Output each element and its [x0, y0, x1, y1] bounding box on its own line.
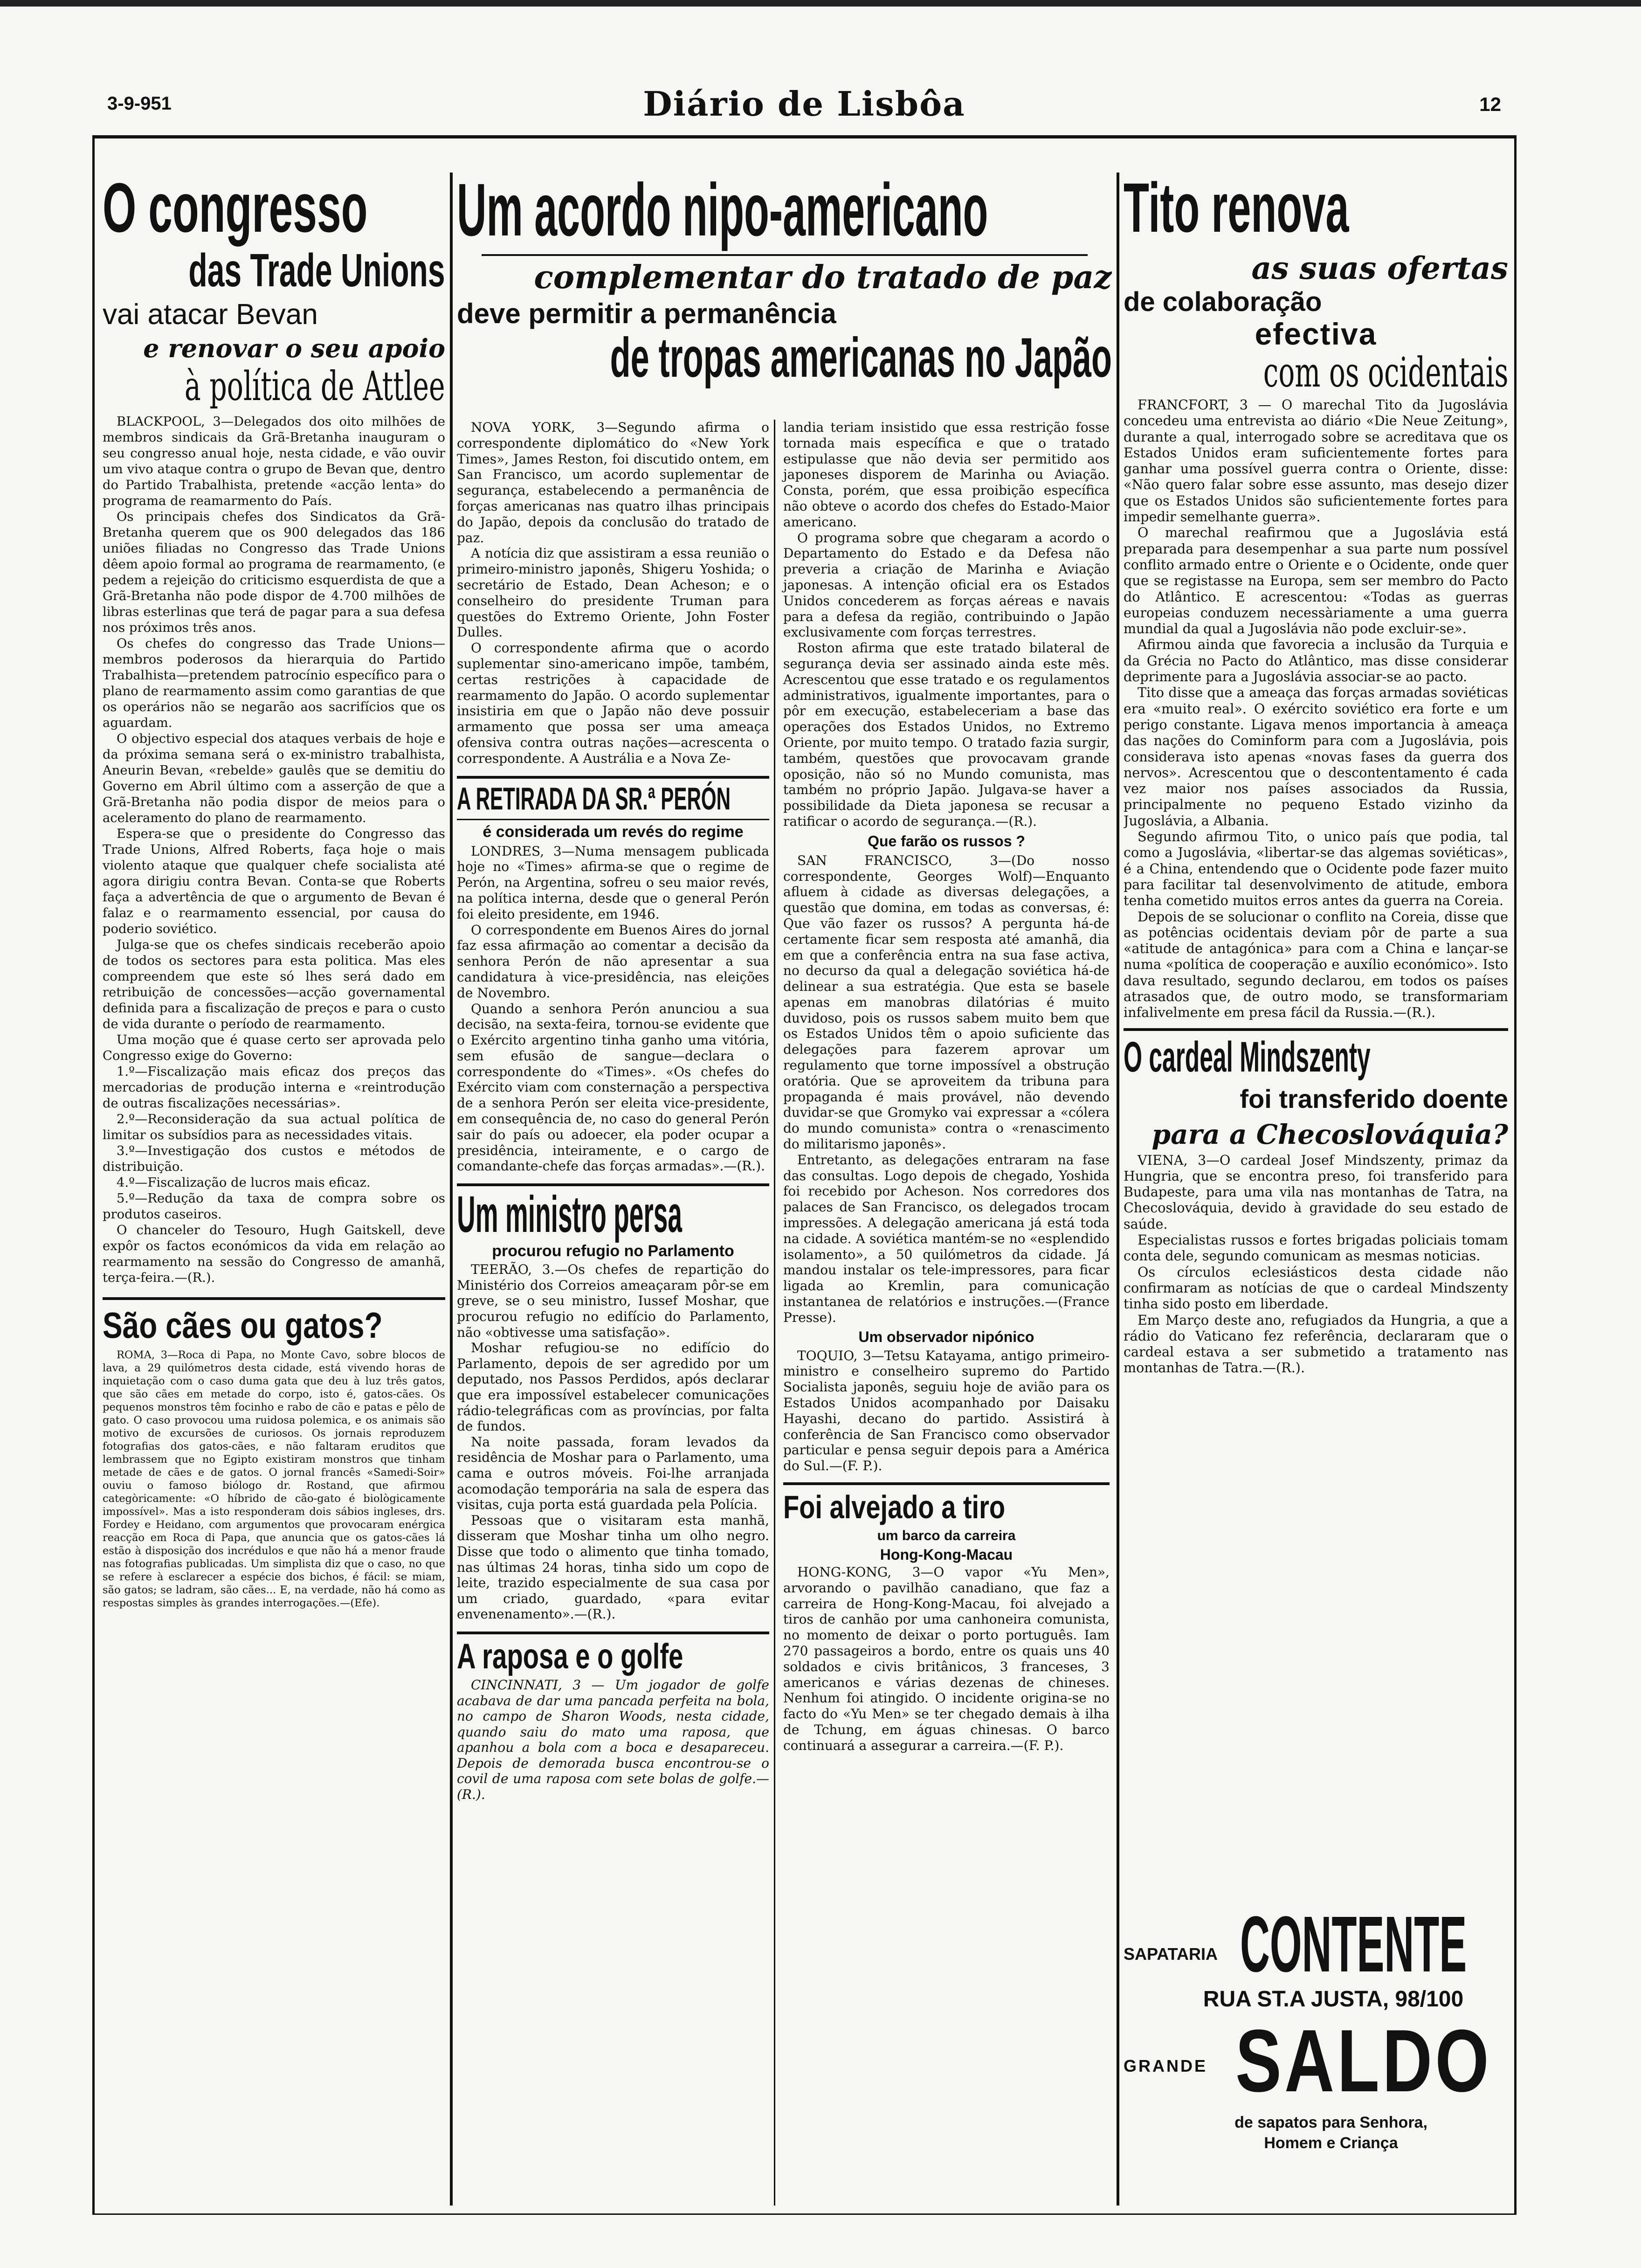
paragraph: Quando a senhora Perón anunciou a sua decisão, na sexta-feira, tornou-se evidente que o Exército argentino tinha ganho uma vitória, sem efusão de sangue—declara o correspondente do «Times». «Os chefes do Exército viam com consternação a perspectiva de a senhora Perón ser eleita vice-presidente, em consequência de, no caso do general Perón sair do país ou adoecer, ela poder ocupar a presidência, inteiramente, e o cargo de comandante-chefe das forças armadas».—(R.).: [457, 1001, 769, 1174]
deck-renovar-apoio: e renovar o seu apoio: [143, 333, 445, 363]
ad-saldo: SALDO: [1235, 2019, 1492, 2103]
paragraph: 1.º—Fiscalização mais eficaz dos preços das mercadorias de produção interna e «reintrodução de outras fiscalizações necessárias».: [103, 1065, 445, 1111]
headline-ministro-persa: Um ministro persa: [457, 1186, 682, 1244]
deck-peron: é considerada um revés do regime: [483, 823, 744, 841]
subcolumn-left: [457, 420, 769, 1803]
paragraph: O chanceler do Tesouro, Hugh Gaitskell, deve expôr os factos económicos da vida em relação ao rearmamento na sessão do Congresso de amanhã, terça-feira.—(R.).: [103, 1223, 445, 1285]
tiro-header: [783, 1482, 1110, 1527]
paragraph: Julga-se que os chefes sindicais receberão apoio de todos os sectores para esta politica. Mas eles compreendem que este só lhes será dado em retribuição de concessões—acção governamental definida para a fiscalização de preços e para o custo de vida durante o período de rearmamento.: [103, 938, 445, 1031]
ad-contente: CONTENTE: [1240, 1907, 1467, 1982]
headline-acordo-nipo-americano: Um acordo nipo-americano: [457, 173, 988, 251]
deck-complementar: complementar do tratado de paz: [534, 259, 1112, 296]
deck-politica-attlee: à política de Attlee: [185, 363, 445, 410]
page-number: 12: [1479, 93, 1501, 115]
article-tiro-body: [783, 1564, 1110, 1754]
paragraph: 5.º—Redução da taxa de compra sobre os produtos caseiros.: [103, 1191, 445, 1222]
article-golfe-body: [457, 1677, 769, 1803]
paragraph: 2.º—Reconsideração da sua actual política de limitar os subsídios para as necessidades vitais.: [103, 1112, 445, 1142]
headline-peron: A RETIRADA DA SR.ª PERÓN: [457, 781, 731, 816]
deck-hong-kong-macau: Hong-Kong-Macau: [880, 1546, 1013, 1563]
paragraph: 3.º—Investigação dos custos e métodos de distribuição.: [103, 1144, 445, 1174]
column-acordo: [457, 173, 1112, 2210]
ad-line-homem-crianca: Homem e Criança: [1264, 2134, 1398, 2152]
paragraph: SAN FRANCISCO, 3—(Do nosso correspondente, Georges Wolf)—Enquanto afluem à cidade as diversas delegações, a questão que domina, em todas as conversas, é: Que vão fazer os russos? A pergunta há-de certamente ficar sem resposta até amanhã, dia em que a conferência entra na sua fase activa, no decurso da qual a delegação soviética há-de delinear a sua estratégia. Que esta se basele apenas em manobras dilatórias é muito duvidoso, pois os russos sabem muito bem que os Estados Unidos têm o apoio suficiente das delegações para fazerem aprovar um regulamento que torne impossível a obstrução oratória. Que se aproveitem da tribuna para propaganda é mais provável, não devendo duvidar-se que Gromyko vai expressar a «cólera do mundo comunista» contra o «renascimento do militarismo japonês».: [783, 852, 1110, 1152]
ad-grande: GRANDE: [1124, 2056, 1208, 2075]
paragraph: CINCINNATI, 3 — Um jogador de golfe acabava de dar uma pancada perfeita na bola, no campo de Sharon Woods, nesta cidade, quando saiu do mato uma raposa, que apanhou a bola com a boca e desapareceu. Depois de demorada busca encontrou-se o covil de uma raposa com sete bolas de golfe.—(R.).: [457, 1677, 769, 1803]
article-peron-body: [457, 844, 769, 1175]
newspaper-title: Diário de Lisbôa: [643, 84, 965, 124]
paragraph: Afirmou ainda que favorecia a inclusão da Turquia e da Grécia no Pacto do Atlântico, mas disse considerar deprimente para a Jugoslávia associar-se ao pacto.: [1124, 636, 1508, 685]
column-divider: [450, 173, 453, 2206]
paragraph: O programa sobre que chegaram a acordo o Departamento do Estado e da Defesa não preveria a criação de Marinha e Aviação japonesas. A intenção oficial era os Estados Unidos concederem as forças aéreas e navais para a defesa da região, contribuindo o Japão exclusivamente com forças terrestres.: [783, 530, 1110, 640]
paragraph: Os chefes do congresso das Trade Unions—membros poderosos da hierarquia do Partido Trabalhista—pretendem patrocínio específico para o plano de rearmamento assim como garantias de que os operários não se negarão aos sacrifícios que os aguardam.: [103, 636, 445, 730]
paragraph: TEERÃO, 3.—Os chefes de repartição do Ministério dos Correios ameaçaram pôr-se em greve, se o seu ministro, Iussef Moshar, que procurou refugio no edifício do Parlamento, não «obtivesse uma satisfação».: [457, 1262, 769, 1340]
subcolumn-right: [783, 420, 1110, 1754]
paragraph: O correspondente em Buenos Aires do jornal faz essa afirmação ao comentar a decisão da senhora Perón de não apresentar a sua candidatura à vice-presidência, nas eleições de Novembro.: [457, 922, 769, 1001]
headline-tropas-japao: de tropas americanas no Japão: [610, 326, 1112, 389]
subhead-russos: Que farão os russos ?: [868, 832, 1025, 850]
issue-date: 3-9-951: [107, 93, 172, 114]
article-niponico-body: [783, 1348, 1110, 1474]
deck-suas-ofertas: as suas ofertas: [1251, 250, 1508, 286]
deck-transferido-doente: foi transferido doente: [1240, 1084, 1508, 1113]
cardeal-header: [1124, 1028, 1508, 1081]
headline-cardeal-mindszenty: O cardeal Mindszenty: [1124, 1033, 1371, 1081]
paragraph: Pessoas que o visitaram esta manhã, disseram que Moshar tinha um olho negro. Disse que todo o alimento que tinha tomado, nas últimas 24 horas, tinha sido um copo de leite, trazido especialmente de sua casa por um criado, guardado, «para evitar envenenamento».—(R.).: [457, 1512, 769, 1622]
paragraph: Espera-se que o presidente do Congresso das Trade Unions, Alfred Roberts, faça hoje o mais violento ataque que qualquer chefe socialista até agora dirigiu contra Bevan. Conta-se que Roberts faça a advertência de que o argumento de Bevan é falaz e o rearmamento essencial, por causa do poderio soviético.: [103, 827, 445, 936]
paragraph: O correspondente afirma que o acordo suplementar sino-americano impõe, também, certas restrições à capacidade de rearmamento do Japão. O acordo suplementar insistiria em que o Japão não deve possuir armamento que possa ser uma ameaça ofensiva contra outras nações—acrescenta o correspondente. A Austrália e a Nova Ze-: [457, 640, 769, 766]
column-tito: [1124, 173, 1508, 2210]
deck-barco-carreira: um barco da carreira: [877, 1528, 1016, 1543]
deck-persa: procurou refugio no Parlamento: [492, 1242, 734, 1260]
headline-raposa-golfe: A raposa e o golfe: [457, 1636, 683, 1676]
paragraph: Tito disse que a ameaça das forças armadas soviéticas era «muito real». O exército soviético era forte e um perigo constante. Ligava menos importancia à ameaça das nações do Cominform para com a Jugoslávia, pois considerava isto apenas «novas fases da guerra dos nervos». Acrescentou que o descontentamento é cada vez maior nos países associados da Russia, principalmente no pequeno Estado vizinho da Jugoslávia, a Albania.: [1124, 685, 1508, 829]
paragraph: landia teriam insistido que essa restrição fosse tornada mais específica e que o tratado estipulasse que não devia ser permitido aos japoneses disporem de Marinha ou Aviação. Consta, porém, que essa proibição específica não obteve o acordo dos chefes do Estado-Maior americano.: [783, 420, 1110, 530]
paragraph: Os principais chefes dos Sindicatos da Grã-Bretanha querem que os 900 delegados das 186 uniões filiadas no Congresso das Trade Unions dêem apoio formal ao programa de rearmamento, (e pedem a rejeição do criticismo esquerdista de que a Grã-Bretanha não pode dispor de 4.700 milhões de libras esterlinas que terá de pagar para a sua defesa nos próximos três anos.: [103, 510, 445, 635]
article-russos-body: [783, 853, 1110, 1326]
article-caes-gatos-body: [103, 1348, 445, 1610]
headline-tito-renova: Tito renova: [1124, 173, 1349, 247]
paragraph: NOVA YORK, 3—Segundo afirma o correspondente diplomático do «New York Times», James Reston, foi discutido ontem, em San Francisco, um acordo suplementar de segurança, estabelecendo a permanência de forças americanas nas quatro ilhas principais do Japão, depois da conclusão do tratado de paz.: [457, 420, 769, 546]
article-cardeal-body: [1124, 1152, 1508, 1376]
article-tito-body: [1124, 397, 1508, 1021]
peron-header: [457, 776, 769, 820]
article-congresso-body: [103, 414, 445, 1286]
article-acordo-continued: [783, 420, 1110, 830]
masthead: [107, 84, 1501, 131]
paragraph: A notícia diz que assistiram a essa reunião o primeiro-ministro japonês, Shigeru Yoshida; o secretário de Estado, Dean Acheson; e o conselheiro do presidente Truman para questões do Extremo Oriente, John Foster Dulles.: [457, 546, 769, 640]
paragraph: O objectivo especial dos ataques verbais de hoje e da próxima semana será o ex-ministro trabalhista, Aneurin Bevan, «rebelde» gaulês que se demitiu do Governo em Abril último com a asserção de que a Grã-Bretanha não podia dispor de meios para o aceleramento do plano de rearmamento.: [103, 732, 445, 825]
paragraph: Segundo afirmou Tito, o unico país que podia, tal como a Jugoslávia, «libertar-se das algemas soviéticas», é a China, entendendo que o Ocidente pode fazer muito para facilitar tal desenvolvimento de atitude, embora tenha cometido muitos erros antes da guerra na Coreia.: [1124, 829, 1508, 909]
deck-checoslovaquia: para a Checoslováquia?: [1151, 1118, 1508, 1150]
deck-atacar-bevan: vai atacar Bevan: [103, 298, 318, 331]
paragraph: FRANCFORT, 3 — O marechal Tito da Jugoslávia concedeu uma entrevista ao diário «Die Neue Zeitung», durante a qual, interrogado sobre se acreditava que os Estados Unidos eram suficientemente fortes para ganhar uma possível guerra contra o Oriente, disse: «Não quero falar sobre esse assunto, mas desejo dizer que os Estados Unidos são suficientemente fortes para impedir semelhante guerra».: [1124, 397, 1508, 525]
paragraph: Uma moção que é quase certo ser aprovada pelo Congresso exige do Governo:: [103, 1033, 445, 1063]
column-congresso: [103, 173, 445, 2210]
article-persa-body: [457, 1262, 769, 1622]
headline-congresso: O congresso: [103, 173, 368, 247]
paragraph: TOQUIO, 3—Tetsu Katayama, antigo primeiro-ministro e conselheiro supremo do Partido Socialista japonês, seguiu hoje de avião para os Estados Unidos acompanhado por Daisaku Hayashi, decano do partido. Assistirá à conferência de San Francisco como observador particular e pensa seguir depois para a América do Sul.—(F. P.).: [783, 1348, 1110, 1474]
paragraph: Especialistas russos e fortes brigadas policiais tomam conta dele, segundo comunicam as mesmas noticias.: [1124, 1232, 1508, 1264]
paragraph: LONDRES, 3—Numa mensagem publicada hoje no «Times» afirma-se que o regime de Perón, na Argentina, sofreu o seu maior revés, na política interna, desde que o general Perón foi eleito presidente, em 1946.: [457, 843, 769, 922]
subhead-observador-niponico: Um observador nipónico: [858, 1328, 1034, 1345]
persa-header: [457, 1183, 769, 1244]
paragraph: 4.º—Fiscalização de lucros mais eficaz.: [117, 1175, 371, 1190]
ad-line-sapatos: de sapatos para Senhora,: [1234, 2114, 1427, 2131]
headline-alvejado-tiro: Foi alvejado a tiro: [783, 1489, 1006, 1525]
ad-address: RUA ST.A JUSTA, 98/100: [1203, 1987, 1464, 2012]
golfe-header: [457, 1632, 769, 1677]
deck-permanencia: deve permitir a permanência: [457, 298, 836, 329]
paragraph: O marechal reafirmou que a Jugoslávia está preparada para desempenhar a sua parte num possível conflito armado entre o Oriente e o Ocidente, onde quer que se registasse na Europa, sem ser membro do Pacto do Atlântico. E acrescentou: «Todas as guerras europeias conduzem necessàriamente a uma guerra mundial da qual a Jugoslávia não pode excluir-se».: [1124, 525, 1508, 637]
paragraph: Os círculos eclesiásticos desta cidade não confirmaram as notícias de que o cardeal Mindszenty tinha sido posto em liberdade.: [1124, 1264, 1508, 1312]
paragraph: HONG-KONG, 3—O vapor «Yu Men», arvorando o pavilhão canadiano, que faz a carreira de Hong-Kong-Macau, foi alvejado a tiros de canhão por uma canhoneira comunista, no momento de deixar o porto português. Iam 270 passageiros a bordo, entre os quais uns 40 soldados e civis britânicos, 3 franceses, 3 americanos e várias dezenas de chineses. Nenhum foi atingido. O incidente origina-se no facto do «Yu Men» se ter chegado demais à ilha de Tchung, em águas chinesas. O barco continuará a assegurar a carreira.—(F. P.).: [783, 1564, 1110, 1753]
paragraph: Na noite passada, foram levados da residência de Moshar para o Parlamento, uma cama e outros móveis. Foi-lhe arranjada acomodação temporária na sala de espera das visitas, cuja porta está guardada pela Polícia.: [457, 1434, 769, 1513]
paragraph: Roston afirma que este tratado bilateral de segurança devia ser assinado ainda este mês. Acrescentou que esse tratado e os regulamentos administrativos, igualmente importantes, para o pôr em execução, estabeleceriam a base das operações dos Estados Unidos, no Extremo Oriente, por muito tempo. O tratado fazia surgir, também, questões que provocavam grande oposição, não só no Mundo comunista, mas também no próprio Japão. Julgava-se haver a possibilidade da Dieta japonesa se recusar a ratificar o acordo de segurança.—(R.).: [783, 640, 1110, 829]
advertisement-contente: [1124, 1907, 1508, 2210]
top-border: [0, 0, 1641, 7]
column-divider: [1117, 173, 1119, 2206]
paragraph: Depois de se solucionar o conflito na Coreia, disse que as potências ocidentais deviam pôr de parte a sua «atitude de antagónica» para com a China e lançar-se numa «política de cooperação e auxílio económico». Isto dava resultado, segundo declarou, em todos os países atrasados que, de outro modo, se transformariam infalivelmente em presa fácil da Russia.—(R.).: [1124, 908, 1508, 1021]
paragraph: VIENA, 3—O cardeal Josef Mindszenty, primaz da Hungria, que se encontra preso, foi transferido para Budapeste, para uma vila nas montanhas de Tatra, na Checoslováquia, devido à gravidade do seu estado de saúde.: [1124, 1152, 1508, 1232]
deck-efectiva: efectiva: [1255, 317, 1377, 351]
paragraph: BLACKPOOL, 3—Delegados dos oito milhões de membros sindicais da Grã-Bretanha inauguram o seu congresso anual hoje, nesta cidade, e vão ouvir um vivo ataque contra o grupo de Bevan que, dentro do Partido Trabalhista, pretende «acção lenta» do programa de reamarmento do País.: [103, 415, 445, 508]
paragraph: Em Março deste ano, refugiados da Hungria, a que a rádio do Vaticano fez referência, declararam que o cardeal estava a ser submetido a tratamento nas montanhas de Tatra.—(R.).: [1124, 1312, 1508, 1376]
paragraph: ROMA, 3—Roca di Papa, no Monte Cavo, sobre blocos de lava, a 29 quilómetros desta cidade, está vivendo horas de inquietação com o caso duma gata que deu à luz três gatos, que são cães em metade do corpo, isto é, gatos-cães. Os pequenos monstros têm focinho e rabo de cão e patas e pêlo de gato. O caso provocou uma ruidosa polemica, e os animais são motivo de excursões de curiosos. Os jornais reproduzem fotografias dos gatos-cães, e não faltaram eruditos que lembrassem que no Egipto existiram monstros que tinham metade de cães e de gatos. O jornal francês «Samedi-Soir» ouviu o famoso biólogo dr. Rostand, que afirmou categòricamente: «O híbrido de cão-gato é biològicamente impossível». Mas a isto responderam dois sábios ingleses, drs. Fordey e Heidano, com argumentos que provocaram enérgica reacção em Roca di Papa, que anuncia que os gatos-cães lá estão à disposição dos incrédulos e que não há a menor fraude nas fotografias publicadas. Um simplista diz que o caso, no que se refere à esclarecer a espécie dos bichos, é fácil: se miam, são gatos; se ladram, são cães... E, na verdade, não há como as respostas simples às grandes interrogações.—(Efe).: [103, 1349, 445, 1609]
article-acordo-body: [457, 420, 769, 767]
ad-sapataria: SAPATARIA: [1124, 1944, 1218, 1964]
headline-trade-unions: das Trade Unions: [188, 244, 445, 297]
headline-caes-gatos: São cães ou gatos?: [103, 1305, 383, 1346]
deck-ocidentais: com os ocidentais: [1263, 348, 1508, 396]
paragraph: Moshar refugiou-se no edifício do Parlamento, depois de ser agredido por um deputado, nos Passos Perdidos, após declarar que era impossível estabelecer comunicações rádio-telegráficas com as províncias, por falta de fundos.: [457, 1340, 769, 1434]
paragraph: Entretanto, as delegações entraram na fase das consultas. Logo depois de chegado, Yoshida foi recebido por Acheson. Nos corredores dos palaces de San Francisco, os delegados trocam impressões. A delegação americana já está toda na cidade. A soviética mantém-se no «esplendido isolamento», a 50 quilómetros da cidade. Já mandou instalar os tele-impressores, para ficar ligada ao Kremlin, para comunicação instantanea de relatórios e instruções.—(France Presse).: [783, 1152, 1110, 1325]
deck-colaboracao: de colaboração: [1124, 287, 1322, 317]
